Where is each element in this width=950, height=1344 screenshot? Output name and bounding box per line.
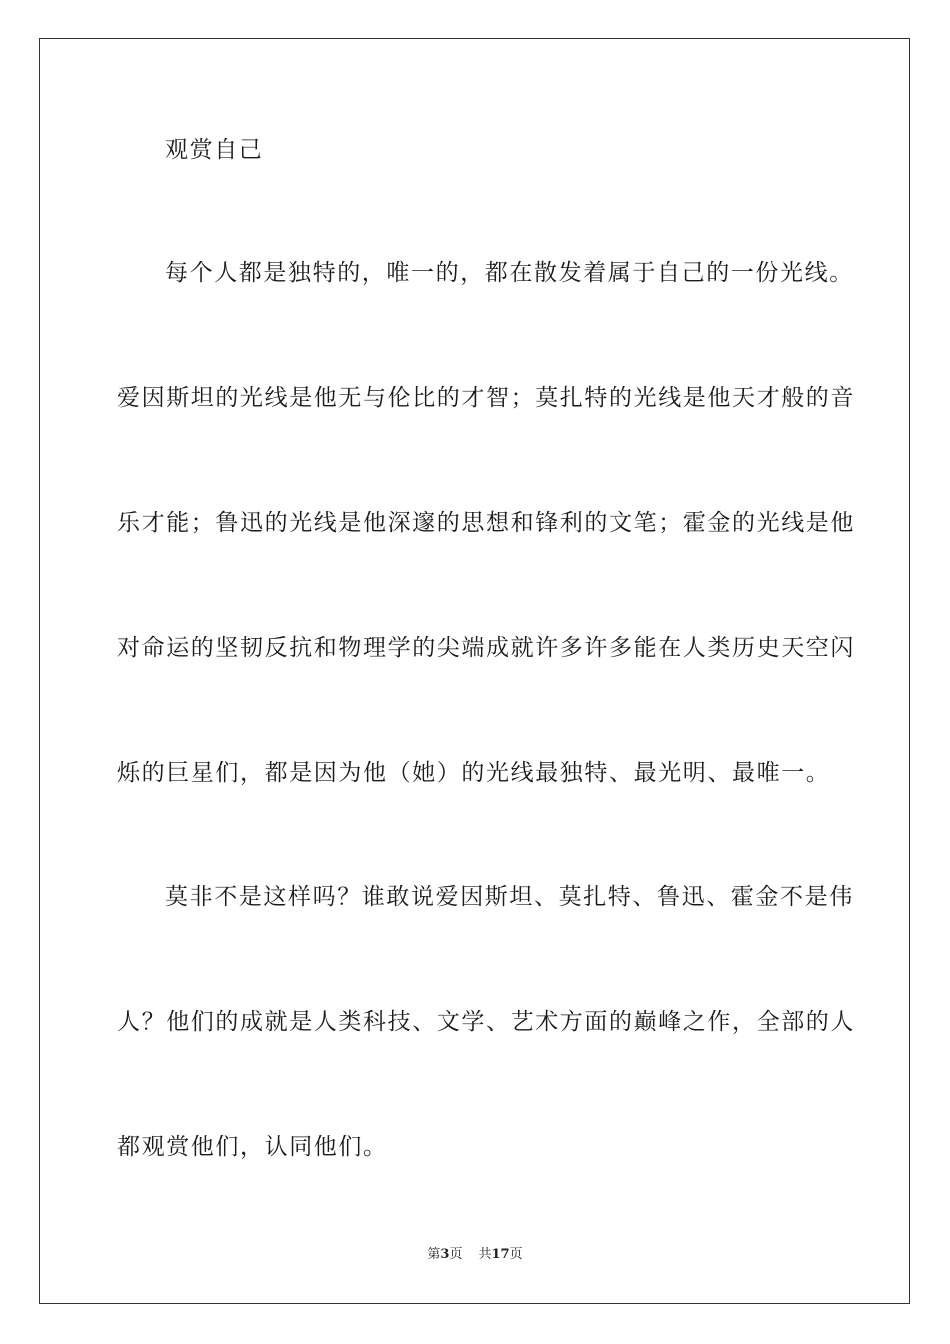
- page-border: [39, 38, 910, 1304]
- page-footer: [0, 1246, 950, 1264]
- document-title: 观赏自己: [165, 137, 264, 163]
- total-suffix: 页: [509, 1247, 523, 1262]
- paragraph-line-8: 都观赏他们，认同他们。: [117, 1134, 388, 1160]
- paragraph-line-5: 烁的巨星们，都是因为他（她）的光线最独特、最光明、最唯一。: [117, 760, 831, 786]
- paragraph-line-2: 爱因斯坦的光线是他无与伦比的才智；莫扎特的光线是他天才般的音: [117, 385, 855, 411]
- page-prefix: 第: [427, 1247, 441, 1262]
- total-prefix: 共: [478, 1247, 492, 1262]
- paragraph-line-7: 人？他们的成就是人类科技、文学、艺术方面的巅峰之作，全部的人: [117, 1009, 855, 1035]
- page-number: 3: [440, 1247, 450, 1262]
- paragraph-line-4: 对命运的坚韧反抗和物理学的尖端成就许多许多能在人类历史天空闪: [117, 635, 855, 661]
- paragraph-line-6: 莫非不是这样吗？谁敢说爱因斯坦、莫扎特、鲁迅、霍金不是伟: [165, 884, 854, 910]
- paragraph-line-3: 乐才能；鲁迅的光线是他深邃的思想和锋利的文笔；霍金的光线是他: [117, 510, 855, 536]
- page-suffix: 页: [449, 1247, 463, 1262]
- paragraph-line-1: 每个人都是独特的，唯一的，都在散发着属于自己的一份光线。: [165, 260, 854, 286]
- total-pages: 17: [491, 1247, 510, 1262]
